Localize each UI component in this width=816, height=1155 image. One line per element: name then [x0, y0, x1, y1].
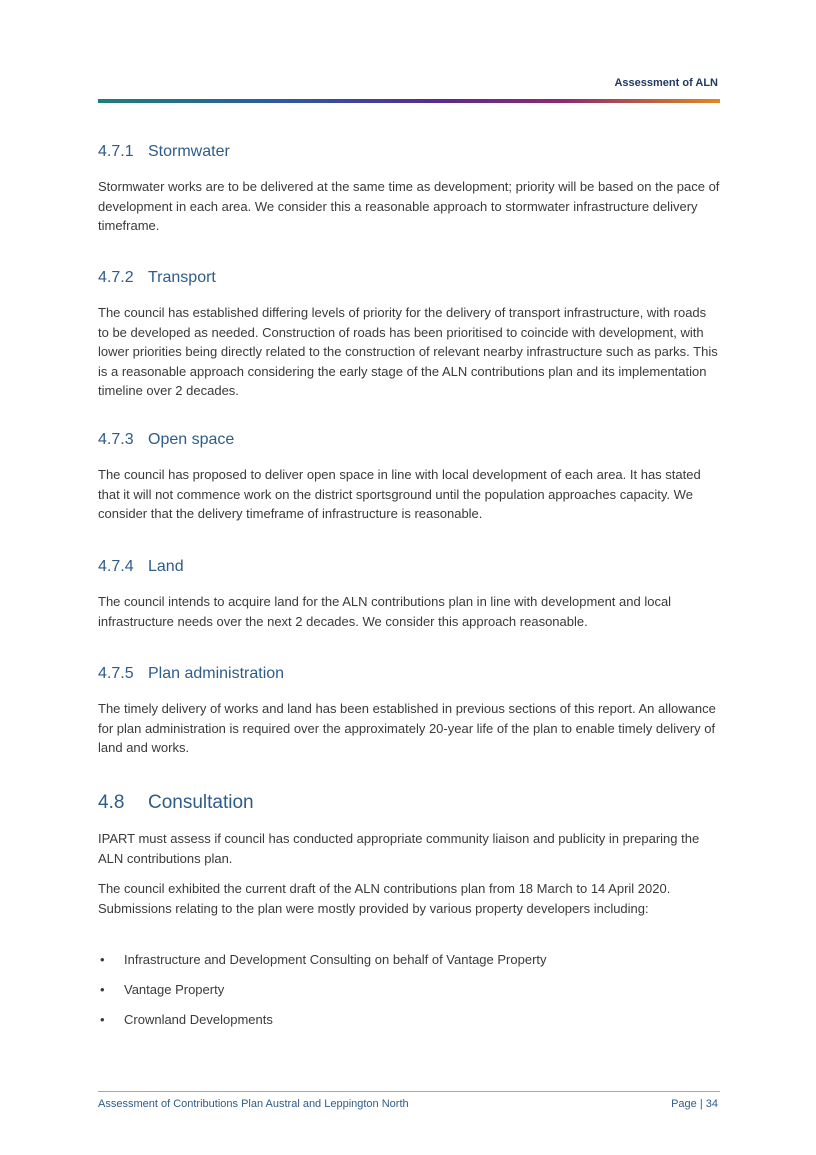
section-body-transport: The council has established differing levels of priority for the delivery of transport infrastructure, with roads to be developed as needed. Construction of roads has been prioritised to coincide with development, with lower priorities being directly related to the construction of relevant nearby infrastructure such as parks. This is a reasonable approach considering the early stage of the ALN contributions plan and its implementation timeline over 2 decades.: [98, 305, 718, 398]
section-heading-land: [98, 558, 184, 576]
section-heading-consultation: [98, 792, 254, 814]
section-number: 4.7.3: [98, 431, 134, 448]
footer-rule: [98, 1091, 720, 1092]
section-heading-open-space: [98, 431, 234, 449]
section-number: 4.7.5: [98, 665, 134, 682]
section-title: Transport: [148, 269, 216, 286]
developer-list: [98, 950, 547, 1040]
header-title: Assessment of ALN: [614, 77, 718, 89]
bullet-icon: •: [100, 982, 105, 997]
section-title: Plan administration: [148, 665, 285, 682]
section-heading-stormwater: [98, 143, 230, 161]
section-number: 4.7.1: [98, 143, 134, 160]
section-heading-plan-administration: [98, 665, 284, 683]
section-title: Open space: [148, 431, 235, 448]
consultation-paragraph: The council exhibited the current draft of the ALN contributions plan from 18 March to 14 April 2020. Submissions relating to the plan were mostly provided by various property developers including:: [98, 881, 671, 916]
section-number: 4.7.4: [98, 558, 134, 575]
section-body-plan-administration: The timely delivery of works and land has been established in previous sections of this report. An allowance for plan administration is required over the approximately 20-year life of the plan to enable timely delivery of land and works.: [98, 701, 716, 755]
page-number: Page | 34: [671, 1098, 718, 1110]
footer-document-title: Assessment of Contributions Plan Austral and Leppington North: [98, 1098, 409, 1110]
section-title: Consultation: [148, 792, 254, 813]
section-body-open-space: The council has proposed to deliver open space in line with local development of each area. It has stated that it will not commence work on the district sportsground until the population approaches capacity. We consider that the delivery timeframe of infrastructure is reasonable.: [98, 467, 701, 521]
section-body-land: The council intends to acquire land for the ALN contributions plan in line with development and local infrastructure needs over the next 2 decades. We consider this approach reasonable.: [98, 594, 672, 629]
section-heading-transport: [98, 269, 216, 287]
section-number: 4.8: [98, 792, 125, 813]
list-item: • Vantage Property: [98, 980, 547, 1000]
section-body-stormwater: Stormwater works are to be delivered at the same time as development; priority will be based on the pace of development in each area. We consider this a reasonable approach to stormwater infrastructure delivery timeframe.: [98, 179, 720, 233]
list-item: • Infrastructure and Development Consulting on behalf of Vantage Property: [98, 950, 547, 970]
bullet-icon: •: [100, 1012, 105, 1027]
header-gradient-rule: [98, 99, 720, 103]
bullet-icon: •: [100, 952, 105, 967]
section-title: Stormwater: [148, 143, 230, 160]
list-item: • Crownland Developments: [98, 1010, 547, 1030]
section-title: Land: [148, 558, 184, 575]
section-number: 4.7.2: [98, 269, 134, 286]
consultation-paragraph: IPART must assess if council has conducted appropriate community liaison and publicity in preparing the ALN contributions plan.: [98, 831, 700, 866]
